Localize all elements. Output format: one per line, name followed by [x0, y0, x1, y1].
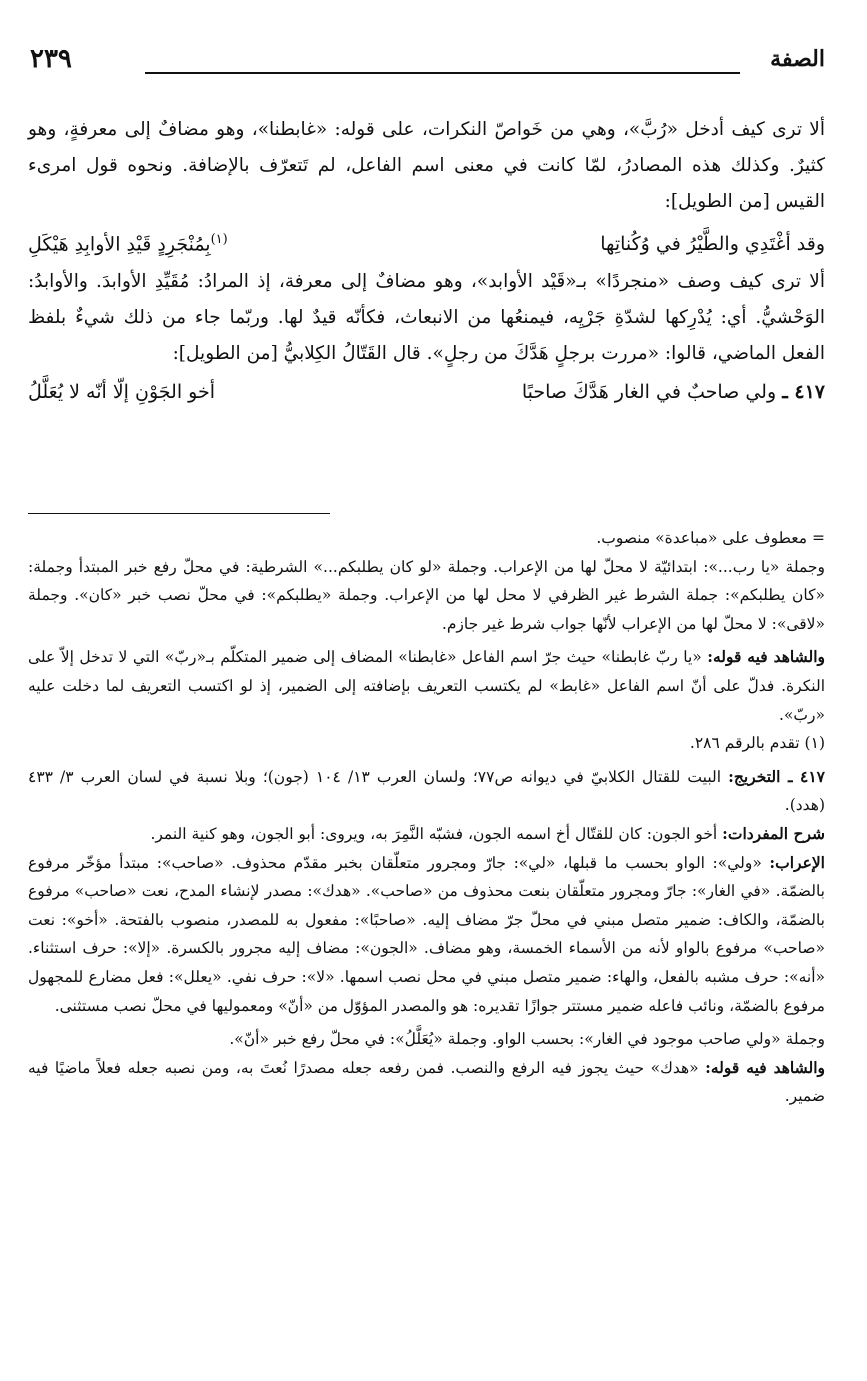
- verse-first-hemistich: وقد أغْتَدِي والطَّيْرُ في وُكُناتِها: [600, 233, 825, 256]
- note-417-sources: ٤١٧ ـ التخريج: البيت للقتال الكلابيّ في ديوانه ص٧٧؛ ولسان العرب ١٣/ ١٠٤ (جون)؛ وبلا نسبة في لسان العرب ٣/ ٤٣٣ (هدد).: [28, 766, 826, 815]
- footnotes: [28, 524, 825, 1111]
- note-sentences: وجملة «يا رب...»: ابتدائيّة لا محلّ لها من الإعراب. وجملة «لو كان يطلبكم...» الشرطية: في محلّ رفع خبر المبتدأ وجملة: «كان يطلبكم»: جملة الشرط غير الظرفي لا محل لها من الإعراب. وجملة «يطلبكم»: في محلّ نصب خبر «كان». وجملة «لاقى»: لا محلّ لها من الإعراب لأنّها جواب شرط غير جازم.: [28, 557, 825, 633]
- vocabulary-label: شرح المفردات:: [722, 823, 825, 843]
- note-417-sentences: وجملة «ولي صاحب موجود في الغار»: بحسب الواو. وجملة «يُعَلَّلُ»: في محلّ رفع خبر «أنّ».: [229, 1030, 825, 1049]
- main-paragraph-1: ألا ترى كيف أدخل «رُبَّ»، وهي من خَواصّ النكرات، على قوله: «غابطنا»، وهو مضافٌ إلى معرفةٍ، وهو كثيرٌ. وكذلك هذه المصادرُ، لمّا كانت في معنى اسم الفاعل، لم تَتعرّف بالإضافة. ونحوه قول امرىء القيس [من الطويل]:: [28, 119, 825, 212]
- note-witness-label: والشاهد فيه قوله:: [707, 647, 825, 667]
- note-417-irab: الإعراب: «ولي»: الواو بحسب ما قبلها، «لي»: جارّ ومجرور متعلّقان بخبر مقدّم محذوف. «صاحب»: مبتدأ مؤخّر مرفوع بالضمّة. «في الغار»: جارّ ومجرور متعلّقان بنعت محذوف من «صاحب». «هدك»: مصدر لإنشاء المدح، نعت «صاحب» مرفوع بالضمّة، والكاف: ضمير متصل مبني في محلّ جرّ مضاف إليه. «صاحبًا»: مفعول به للمصدر، منصوب بالفتحة. «أخو»: نعت «صاحب» مرفوع بالواو لأنه من الأسماء الخمسة، وهو مضاف. «الجون»: مضاف إليه مجرور بالكسرة. «إلا»: حرف استثناء. «أنه»: حرف مشبه بالفعل، والهاء: ضمير متصل مبني في محل نصب اسمها. «لا»: حرف نفي. «يعلل»: فعل مضارع للمجهول مرفوع بالضمّة، ونائب فاعله ضمير مستتر جوازًا تقديره: هو والمصدر المؤوّل من «أنّ» ومعموليها في محلّ نصب مستثنى.: [28, 852, 825, 1015]
- footnote-separator: [28, 513, 330, 514]
- header-rule: [145, 72, 740, 74]
- footnote-1: (١) تقدم بالرقم ٢٨٦.: [689, 734, 825, 753]
- verse-417-first-hemistich: ٤١٧ ـ ولي صاحبٌ في الغار هَدَّكَ صاحبًا: [521, 381, 825, 404]
- irab-label: الإعراب:: [769, 852, 825, 872]
- page-header: [30, 46, 825, 86]
- verse-imru-al-qais: [28, 220, 825, 264]
- note-417-label: ٤١٧ ـ التخريج:: [728, 766, 826, 786]
- note-continuation: = معطوف على «مباعدة» منصوب.: [596, 529, 825, 547]
- note-witness: والشاهد فيه قوله: «يا ربّ غابطنا» حيث جرّ اسم الفاعل «غابطنا» المضاف إلى ضمير المتكلّم بـ«ربّ» التي لا تدخل إلاّ على النكرة. فدلّ على أنّ اسم الفاعل «غابط» لم يكتسب التعريف بإضافته إلى الضمير، إذ لو اكتسب التعريف لما دخلت عليه «ربّ».: [28, 647, 825, 724]
- verse-417-second-hemistich: أخو الجَوْنِ إلّا أنّه لا يُعَلَّلُ: [28, 381, 215, 404]
- note-417-witness: والشاهد فيه قوله: «هدك» حيث يجوز فيه الرفع والنصب. فمن رفعه جعله مصدرًا نُعتَ به، ومن نصبه جعله فعلاً ماضيًا فيه ضمير.: [28, 1057, 825, 1106]
- main-text: [28, 112, 825, 412]
- page-number: ٢٣٩: [30, 44, 72, 74]
- verse-417: [28, 372, 825, 412]
- header-title: الصفة: [770, 46, 825, 72]
- footnote-marker: (١): [210, 232, 228, 247]
- main-paragraph-2: ألا ترى كيف وصف «منجردًا» بـ«قَيْد الأوابد»، وهو مضافٌ إلى معرفة، إذ المرادُ: مُقَيِّدِ الأوابدَ. والأوابدُ: الوَحْشيُّ. أي: يُدْرِكها لشدّةِ جَرْيِه، فيمنعُها من الانبعاث، فكأنّه قيدٌ لها. وربّما جاء من ذلك شيءٌ بلفظ الفعل الماضي، قالوا: «مررت برجلٍ هَدَّكَ من رجلٍ». قال القَتّالُ الكِلابيُّ [من الطويل]:: [28, 271, 825, 365]
- verse-second-hemistich: $^{(١)}$بِمُنْجَرِدٍ قَيْدِ الأوابِدِ هَيْكَلِ: [28, 232, 228, 256]
- verse-number: ٤١٧ ـ: [782, 381, 825, 404]
- note-417-vocabulary: شرح المفردات: أخو الجون: كان للقتّال أخ اسمه الجون، فشبّه النَّمِرَ به، ويروى: أبو الجون، وهو كنية النمر.: [150, 823, 825, 843]
- note-417-witness-label: والشاهد فيه قوله:: [705, 1057, 825, 1077]
